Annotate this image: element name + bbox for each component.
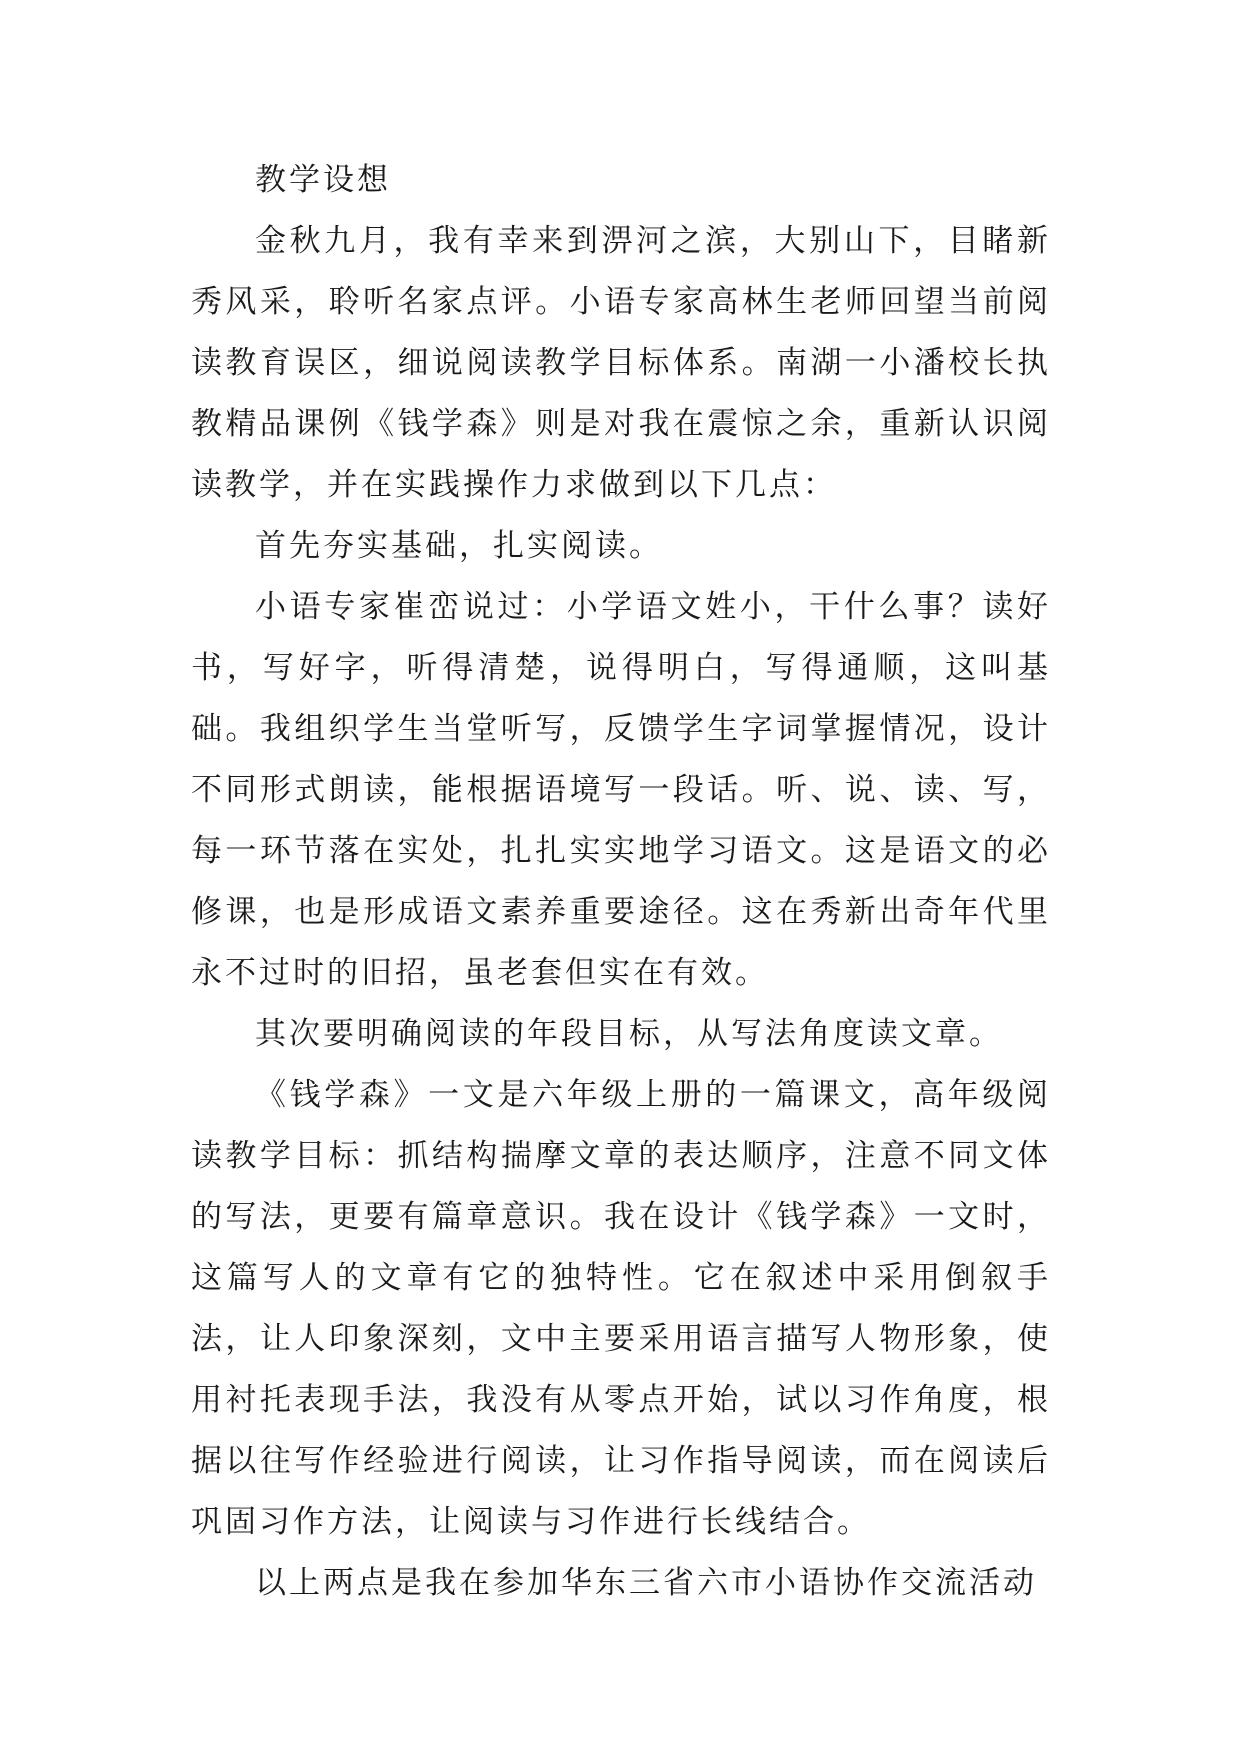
body-paragraph: 《钱学森》一文是六年级上册的一篇课文，高年级阅读教学目标：抓结构揣摩文章的表达顺序，注意不同文体的写法，更要有篇章意识。我在设计《钱学森》一文时，这篇写人的文章有它的独特性。它在叙述中采用倒叙手法，让人印象深刻，文中主要采用语言描写人物形象，使用衬托表现手法，我没有从零点开始，试以习作角度，根据以往写作经验进行阅读，让习作指导阅读，而在阅读后巩固习作方法，让阅读与习作进行长线结合。 [191,1077,1051,1540]
body-paragraph: 其次要明确阅读的年段目标，从写法角度读文章。 [255,1016,1003,1052]
body-paragraph: 金秋九月，我有幸来到淠河之滨，大别山下，目睹新秀风采，聆听名家点评。小语专家高林生老师回望当前阅读教育误区，细说阅读教学目标体系。南湖一小潘校长执教精品课例《钱学森》则是对我在震惊之余，重新认识阅读教学，并在实践操作力求做到以下几点： [191,223,1051,503]
document-body [191,150,1051,1614]
body-paragraph: 小语专家崔峦说过：小学语文姓小，干什么事？读好书，写好字，听得清楚，说得明白，写得通顺，这叫基础。我组织学生当堂听写，反馈学生字词掌握情况，设计不同形式朗读，能根据语境写一段话。听、说、读、写，每一环节落在实处，扎扎实实地学习语文。这是语文的必修课，也是形成语文素养重要途径。这在秀新出奇年代里永不过时的旧招，虽老套但实在有效。 [191,589,1051,991]
body-paragraph: 以上两点是我在参加华东三省六市小语协作交流活动 [255,1565,1037,1601]
section-heading: 教学设想 [255,162,391,198]
body-paragraph: 首先夯实基础，扎实阅读。 [255,528,663,564]
